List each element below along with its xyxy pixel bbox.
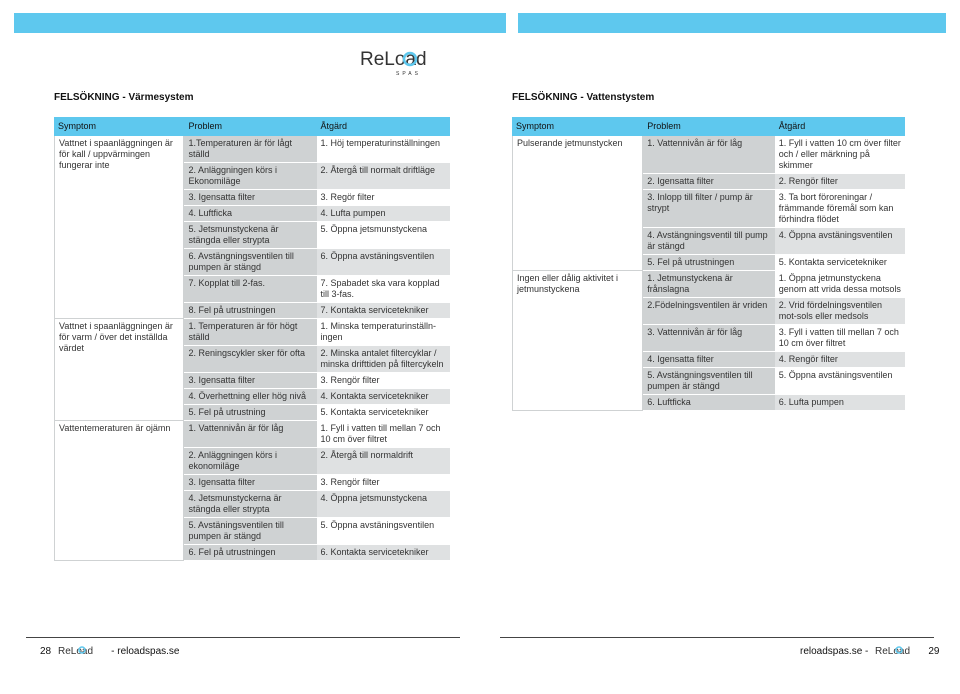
action-cell: 6. Lufta pumpen xyxy=(775,395,905,411)
action-cell: 3. Ta bort föroreningar / främmande föremål som kan förhindra flödet xyxy=(775,190,905,228)
table-water-troubleshooting xyxy=(512,117,905,411)
action-cell: 7. Spabadet ska vara kopplad till 3-fas. xyxy=(317,276,451,303)
action-cell: 4. Lufta pumpen xyxy=(317,206,451,222)
action-cell: 4. Öppna jetsmunstyckena xyxy=(317,491,451,518)
page-number-left: 28 xyxy=(40,645,52,657)
action-cell: 1. Öppna jetmunstyckena genom att vrida dessa motsols xyxy=(775,271,905,298)
action-cell: 2. Återgå till normalt driftläge xyxy=(317,163,451,190)
action-cell: 2. Vrid fördelningsventilen mot-sols eller medsols xyxy=(775,298,905,325)
problem-cell: 3. Igensatta filter xyxy=(184,373,316,389)
column-header: Symptom xyxy=(512,117,643,136)
problem-cell: 5. Jetsmunstyckena är stängda eller strypta xyxy=(184,222,316,249)
footer-rule-left xyxy=(26,637,460,638)
action-cell: 5. Öppna avstäningsventilen xyxy=(317,518,451,545)
heading-water-system: FELSÖKNING - Vattenstystem xyxy=(512,92,655,103)
table-row xyxy=(512,136,905,174)
action-cell: 4. Öppna avstäningsventilen xyxy=(775,228,905,255)
symptom-cell: Pulserande jetmunstycken xyxy=(512,136,643,271)
action-cell: 3. Fyll i vatten till mellan 7 och 10 cm över filtret xyxy=(775,325,905,352)
problem-cell: 2. Igensatta filter xyxy=(643,174,775,190)
problem-cell: 2. Anläggningen körs i ekonomiläge xyxy=(184,448,316,475)
problem-cell: 2.Födelningsventilen är vriden xyxy=(643,298,775,325)
action-cell: 2. Rengör filter xyxy=(775,174,905,190)
site-link-right[interactable]: reloadspas.se - xyxy=(800,645,869,657)
action-cell: 6. Öppna avstäningsventilen xyxy=(317,249,451,276)
table-heating-troubleshooting xyxy=(54,117,450,561)
action-cell: 6. Kontakta servicetekniker xyxy=(317,545,451,561)
action-cell: 1. Höj temperaturinställningen xyxy=(317,136,451,163)
action-cell: 2. Minska antalet filtercyklar / minska drifttiden på filtercykeln xyxy=(317,346,451,373)
column-header: Åtgärd xyxy=(775,117,905,136)
problem-cell: 4. Avstängningsventil till pump är stängd xyxy=(643,228,775,255)
site-link-left[interactable]: - reloadspas.se xyxy=(111,645,180,657)
table-row xyxy=(54,421,450,448)
action-cell: 5. Öppna avstäningsventilen xyxy=(775,368,905,395)
action-cell: 1. Fyll i vatten till mellan 7 och 10 cm över filtret xyxy=(317,421,451,448)
symptom-cell: Vattnet i spaanläggningen är för kall / uppvärmingen fungerar inte xyxy=(54,136,184,319)
column-header: Problem xyxy=(643,117,775,136)
action-cell: 2. Återgå till normaldrift xyxy=(317,448,451,475)
problem-cell: 6. Fel på utrustningen xyxy=(184,545,316,561)
action-cell: 4. Rengör filter xyxy=(775,352,905,368)
symptom-cell: Ingen eller dålig aktivitet i jetmunstyckena xyxy=(512,271,643,411)
problem-cell: 3. Igensatta filter xyxy=(184,475,316,491)
page-number-right: 29 xyxy=(928,645,940,657)
column-header: Problem xyxy=(184,117,316,136)
problem-cell: 5. Fel på utrustningen xyxy=(643,255,775,271)
symptom-cell: Vattnet i spaanläggningen är för varm / över det inställda värdet xyxy=(54,319,184,421)
action-cell: 3. Rengör filter xyxy=(317,373,451,389)
problem-cell: 6. Avstängningsventilen till pumpen är stängd xyxy=(184,249,316,276)
svg-text:ReLoad: ReLoad xyxy=(875,646,911,657)
problem-cell: 7. Kopplat till 2-fas. xyxy=(184,276,316,303)
action-cell: 4. Kontakta servicetekniker xyxy=(317,389,451,405)
problem-cell: 1. Vattennivån är för låg xyxy=(643,136,775,174)
action-cell: 7. Kontakta servicetekniker xyxy=(317,303,451,319)
svg-text:ReLoad: ReLoad xyxy=(58,646,94,657)
problem-cell: 1.Temperaturen är för lågt ställd xyxy=(184,136,316,163)
problem-cell: 2. Anläggningen körs i Ekonomiläge xyxy=(184,163,316,190)
action-cell: 5. Öppna jetsmunstyckena xyxy=(317,222,451,249)
action-cell: 3. Regör filter xyxy=(317,190,451,206)
problem-cell: 1. Vattennivån är för låg xyxy=(184,421,316,448)
footer-logo-right xyxy=(874,643,922,659)
column-header: Symptom xyxy=(54,117,184,136)
problem-cell: 3. Igensatta filter xyxy=(184,190,316,206)
problem-cell: 4. Överhettning eller hög nivå xyxy=(184,389,316,405)
table-row xyxy=(54,136,450,163)
table-row xyxy=(512,271,905,298)
reload-logo xyxy=(360,47,456,77)
top-accent-bar-right xyxy=(518,13,946,33)
footer-right xyxy=(800,643,940,659)
svg-text:SPAS: SPAS xyxy=(396,71,421,77)
heading-heating-system: FELSÖKNING - Värmesystem xyxy=(54,92,194,103)
top-accent-bar-left xyxy=(14,13,506,33)
footer-rule-right xyxy=(500,637,934,638)
action-cell: 3. Rengör filter xyxy=(317,475,451,491)
problem-cell: 6. Luftficka xyxy=(643,395,775,411)
table-header-row xyxy=(512,117,905,136)
svg-text:ReLoad: ReLoad xyxy=(360,49,427,70)
action-cell: 5. Kontakta servicetekniker xyxy=(775,255,905,271)
problem-cell: 4. Igensatta filter xyxy=(643,352,775,368)
problem-cell: 5. Avstäningsventilen till pumpen är stängd xyxy=(184,518,316,545)
action-cell: 1. Minska temperaturinställn-ingen xyxy=(317,319,451,346)
problem-cell: 5. Avstängningsventilen till pumpen är stängd xyxy=(643,368,775,395)
problem-cell: 1. Temperaturen är för högt ställd xyxy=(184,319,316,346)
action-cell: 5. Kontakta servicetekniker xyxy=(317,405,451,421)
problem-cell: 4. Jetsmunstyckerna är stängda eller strypta xyxy=(184,491,316,518)
problem-cell: 1. Jetmunstyckena är frånslagna xyxy=(643,271,775,298)
table-header-row xyxy=(54,117,450,136)
problem-cell: 5. Fel på utrustning xyxy=(184,405,316,421)
problem-cell: 8. Fel på utrustningen xyxy=(184,303,316,319)
problem-cell: 3. Inlopp till filter / pump är strypt xyxy=(643,190,775,228)
problem-cell: 4. Luftficka xyxy=(184,206,316,222)
symptom-cell: Vattentemeraturen är ojämn xyxy=(54,421,184,561)
column-header: Åtgärd xyxy=(317,117,451,136)
footer-logo-left xyxy=(57,643,105,659)
action-cell: 1. Fyll i vatten 10 cm över filter och / eller märkning på skimmer xyxy=(775,136,905,174)
problem-cell: 2. Reningscykler sker för ofta xyxy=(184,346,316,373)
problem-cell: 3. Vattennivån är för låg xyxy=(643,325,775,352)
table-row xyxy=(54,319,450,346)
footer-left xyxy=(40,643,180,659)
